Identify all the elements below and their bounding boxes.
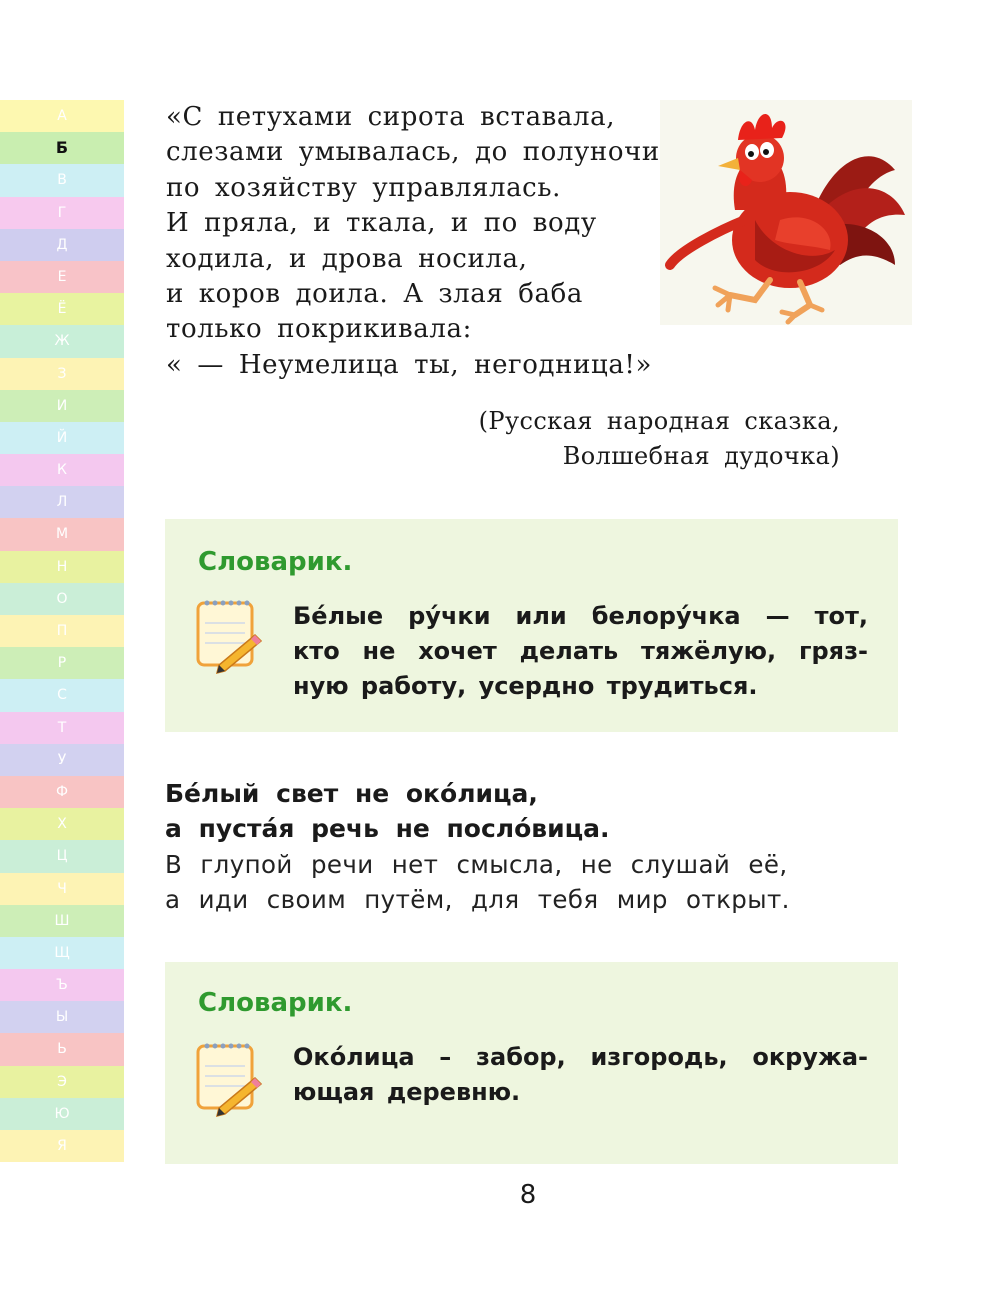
vocabulary-term: Бе́лые ру́чки или белору́чка (293, 602, 741, 630)
poem-line: « — Неумелица ты, негодница!» (166, 349, 652, 380)
proverb-explanation: а иди своим путём, для тебя мир открыт. (165, 885, 790, 915)
poem-line: И пряла, и ткала, и по воду (166, 208, 597, 239)
vocabulary-title: Словарик. (198, 988, 353, 1018)
proverb-explanation: В глупой речи нет смысла, не слушай её, (165, 849, 788, 879)
proverb-line: Бе́лый свет не око́лица, (165, 779, 538, 808)
alphabet-letter: Н (0, 551, 124, 583)
alphabet-index (0, 100, 124, 1162)
alphabet-letter: В (0, 164, 124, 196)
poem-line: только покрикивала: (166, 314, 472, 345)
notepad-pencil-icon (195, 597, 265, 675)
definition-text: ющая деревню. (293, 1078, 521, 1106)
alphabet-letter: И (0, 390, 124, 422)
page-number: 8 (519, 1180, 537, 1210)
alphabet-letter: Ц (0, 840, 124, 872)
vocabulary-title: Словарик. (198, 547, 353, 577)
definition-text: кто не хочет делать тяжёлую, гряз- (293, 637, 868, 665)
alphabet-letter: Щ (0, 937, 124, 969)
vocabulary-box (165, 962, 898, 1164)
poem-text (166, 100, 660, 383)
alphabet-letter: Д (0, 229, 124, 261)
alphabet-letter: Ё (0, 293, 124, 325)
alphabet-letter: М (0, 518, 124, 550)
alphabet-letter: Ш (0, 905, 124, 937)
proverb-block (165, 776, 825, 918)
alphabet-letter: Ю (0, 1098, 124, 1130)
definition-line (293, 1075, 868, 1110)
poem-line: по хозяйству управлялась. (166, 172, 561, 203)
proverb-line: а пуста́я речь не посло́вица. (165, 814, 610, 844)
alphabet-letter: Ы (0, 1001, 124, 1033)
poem-line: ходила, и дрова носила, (166, 243, 528, 274)
definition-line (293, 599, 868, 634)
definition-dash: — тот, (740, 602, 868, 630)
alphabet-letter: Г (0, 197, 124, 229)
definition-text: ную работу, усердно трудиться. (293, 672, 758, 700)
poem-line: «С петухами сирота вставала, (166, 102, 616, 132)
source-line: (Русская народная сказка, (478, 407, 840, 435)
poem-line: слезами умывалась, до полуночи (166, 137, 660, 168)
alphabet-letter: Ф (0, 776, 124, 808)
alphabet-letter: Т (0, 712, 124, 744)
alphabet-letter: Ж (0, 325, 124, 357)
alphabet-letter: Х (0, 808, 124, 840)
alphabet-letter: Ь (0, 1033, 124, 1065)
alphabet-letter: А (0, 100, 124, 132)
vocabulary-term: Око́лица (293, 1043, 415, 1071)
alphabet-letter: З (0, 358, 124, 390)
vocabulary-definition (293, 599, 868, 704)
alphabet-letter: Э (0, 1066, 124, 1098)
alphabet-letter: Б (0, 132, 124, 164)
definition-line (293, 634, 868, 669)
poem-line: и коров доила. А злая баба (166, 279, 583, 310)
alphabet-letter: Л (0, 486, 124, 518)
alphabet-letter: Я (0, 1130, 124, 1162)
vocabulary-definition (293, 1040, 868, 1110)
rooster-illustration (660, 100, 912, 325)
source-line: Волшебная дудочка) (562, 442, 840, 470)
alphabet-letter: Ъ (0, 969, 124, 1001)
alphabet-letter: У (0, 744, 124, 776)
alphabet-letter: Ч (0, 873, 124, 905)
definition-line (293, 1040, 868, 1075)
alphabet-letter: К (0, 454, 124, 486)
vocabulary-box (165, 519, 898, 732)
alphabet-letter: Й (0, 422, 124, 454)
alphabet-letter: Р (0, 647, 124, 679)
alphabet-letter: О (0, 583, 124, 615)
alphabet-letter: П (0, 615, 124, 647)
poem-source (479, 404, 840, 474)
definition-text: – забор, изгородь, окружа- (414, 1043, 868, 1071)
alphabet-letter: С (0, 679, 124, 711)
alphabet-letter: Е (0, 261, 124, 293)
definition-line (293, 669, 868, 704)
notepad-pencil-icon (195, 1040, 265, 1118)
